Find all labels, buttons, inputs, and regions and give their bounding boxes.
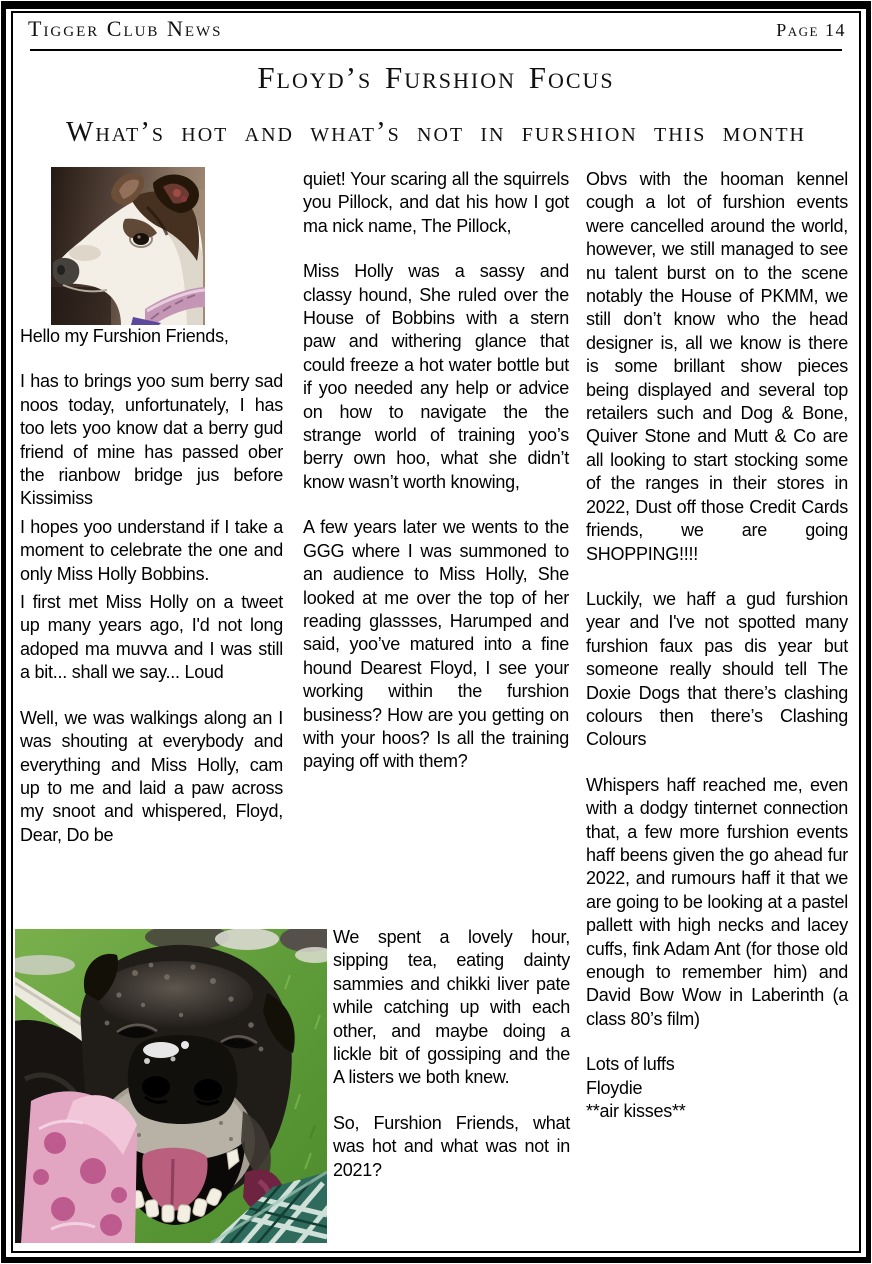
floyd-portrait-image — [51, 167, 205, 325]
greeting-line: Hello my Furshion Friends, — [20, 326, 229, 346]
masthead-title: Tigger Club News — [28, 16, 223, 41]
article-title: Floyd’s Furshion Focus — [257, 60, 615, 95]
signature-line: **air kisses** — [586, 1101, 686, 1122]
header-divider-rule — [30, 49, 842, 51]
column-2 — [303, 168, 569, 774]
paragraph: Well, we was walkings along an I was shouting at everybody and everything and Miss Holly, cam up to me and laid a paw across my snoot and whispered, Floyd, Dear, Do be — [20, 707, 283, 845]
signature-line: Lots of luffs — [586, 1054, 675, 1075]
column-1 — [20, 167, 283, 847]
paragraph: Whispers haff reached me, even with a dodgy tinternet connection that, a few more furshion events haff beens given the go ahead fur 2022, and rumours haff it that we are going to be looking at a pastel pallett with high necks and lacey cuffs, fink Adam Ant (for those old enough to remember him) and David Bow Wow in Laberinth (a class 80’s film) — [586, 774, 848, 1029]
paragraph: I has to brings yoo sum berry sad noos today, unfortunately, I has too lets yoo know dat a berry gud friend of mine has passed ober the rianbow bridge jus before Kissimiss — [20, 371, 283, 509]
paragraph: Miss Holly was a sassy and classy hound, She ruled over the House of Bobbins with a stern paw and withering glance that could freeze a hot water bottle but if yoo needed any help or advice on how to navigate the the strange world of training yoo’s berry own hoo, what she didn’t know wasn’t worth knowing, — [303, 261, 569, 492]
paragraph: I hopes yoo understand if I take a moment to celebrate the one and only Miss Holly Bobbins. — [20, 516, 283, 584]
paragraph: quiet! Your scaring all the squirrels you Pillock, and dat his how I got ma nick name, The Pillock, — [303, 169, 569, 236]
signature-block — [586, 1053, 848, 1123]
paragraph: A few years later we wents to the GGG where I was summoned to an audience to Miss Holly, She looked at me over the top of her reading glassses, Harumped and said, yoo’ve matured into a fine hound Dearest Floyd, I see your working within the furshion business? How are you getting on with your hoos? Is all the training paying off with them? — [303, 517, 569, 772]
paragraph: I first met Miss Holly on a tweet up many years ago, I'd not long adoped ma muvva and I was still a bit... shall we say... Loud — [20, 592, 283, 683]
signature-line: Floydie — [586, 1077, 643, 1098]
column-2-wrapped — [333, 926, 570, 1182]
paragraph: Luckily, we haff a gud furshion year and I've not spotted many furshion faux pas dis year but someone really should tell The Doxie Dogs that there’s clashing colours then there’s Clashing Colours — [586, 588, 848, 750]
article-subtitle: What’s hot and what’s not in furshion this month — [65, 116, 807, 148]
smiling-dog-image — [15, 929, 327, 1243]
paragraph: So, Furshion Friends, what was hot and what was not in 2021? — [333, 1112, 570, 1180]
page-number: Page 14 — [776, 20, 846, 40]
paragraph: We spent a lovely hour, sipping tea, eating dainty sammies and chikki liver pate while catching up with each other, and maybe doing a lickle bit of gossiping and the A listers we both knew. — [333, 927, 570, 1088]
column-3 — [586, 168, 848, 1123]
paragraph: Obvs with the hooman kennel cough a lot of furshion events were cancelled around the world, however, we still managed to see nu talent burst on to the scene notably the House of PKMM, we still don’t know who the head designer is, all we know is there is some brillant show pieces being displayed and several top retailers such and Dog & Bone, Quiver Stone and Mutt & Co are all looking to start stocking some of the ranges in their stores in 2022, Dust off those Credit Cards friends, we are going SHOPPING!!!! — [586, 169, 848, 564]
